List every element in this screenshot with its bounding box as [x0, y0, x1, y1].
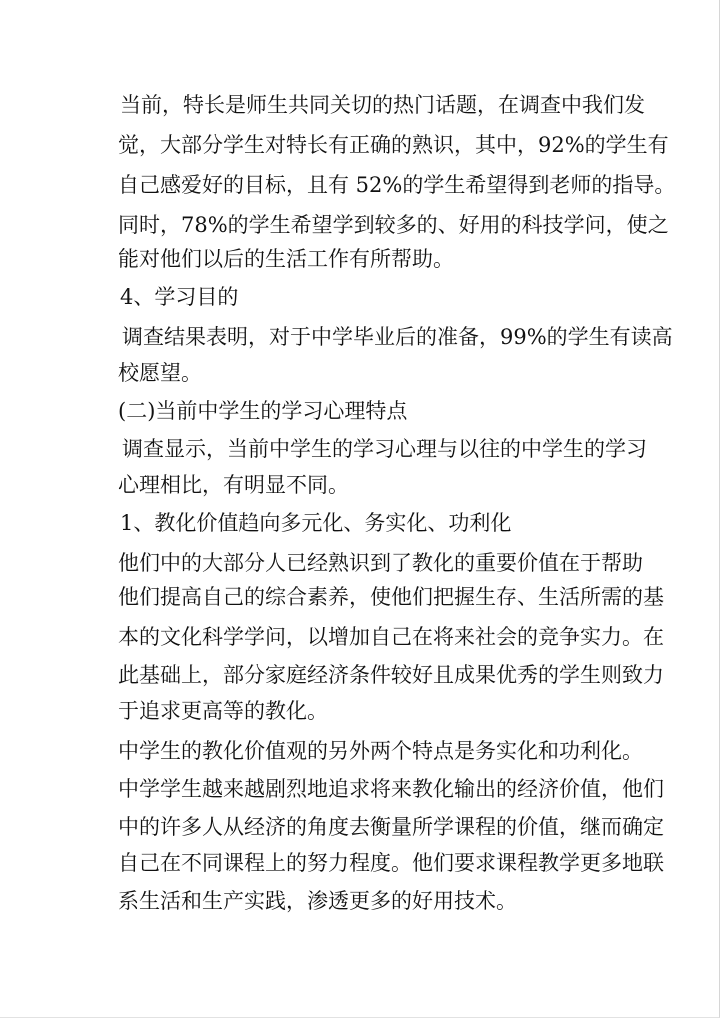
paragraph-line: 中学生的教化价值观的另外两个特点是务实化和功利化。 — [118, 739, 643, 763]
paragraph-line: 中的许多人从经济的角度去衡量所学课程的价值，继而确定 — [118, 815, 664, 839]
paragraph-line: 此基础上，部分家庭经济条件较好且成果优秀的学生则致力 — [118, 663, 664, 687]
paragraph-line: 觉，大部分学生对特长有正确的熟识，其中，92%的学生有 — [118, 133, 669, 157]
paragraph-line: 调查结果表明，对于中学毕业后的准备，99%的学生有读高 — [122, 325, 673, 349]
section-heading: 1、教化价值趋向多元化、务实化、功利化 — [120, 511, 512, 535]
paragraph-line: 于追求更高等的教化。 — [118, 699, 328, 723]
section-heading: (二)当前中学生的学习心理特点 — [118, 399, 408, 423]
paragraph-line: 他们提高自己的综合素养，使他们把握生存、生活所需的基 — [118, 585, 664, 609]
paragraph-line: 自己在不同课程上的努力程度。他们要求课程教学更多地联 — [118, 851, 664, 875]
paragraph-line: 自己感爱好的目标，且有 52%的学生希望得到老师的指导。 — [118, 173, 676, 197]
paragraph-line: 他们中的大部分人已经熟识到了教化的重要价值在于帮助 — [118, 551, 643, 575]
section-heading: 4、学习目的 — [120, 285, 239, 309]
paragraph-line: 本的文化科学学问，以增加自己在将来社会的竞争实力。在 — [118, 625, 664, 649]
paragraph-line: 校愿望。 — [118, 361, 202, 385]
paragraph-line: 当前，特长是师生共同关切的热门话题，在调查中我们发 — [120, 93, 645, 117]
paragraph-line: 中学学生越来越剧烈地追求将来教化输出的经济价值，他们 — [118, 777, 664, 801]
paragraph-line: 同时，78%的学生希望学到较多的、好用的科技学问，使之 — [118, 213, 669, 237]
paragraph-line: 系生活和生产实践，渗透更多的好用技术。 — [118, 889, 517, 913]
paragraph-line: 能对他们以后的生活工作有所帮助。 — [118, 247, 454, 271]
paragraph-line: 心理相比，有明显不同。 — [118, 473, 349, 497]
paragraph-line: 调查显示，当前中学生的学习心理与以往的中学生的学习 — [122, 437, 647, 461]
